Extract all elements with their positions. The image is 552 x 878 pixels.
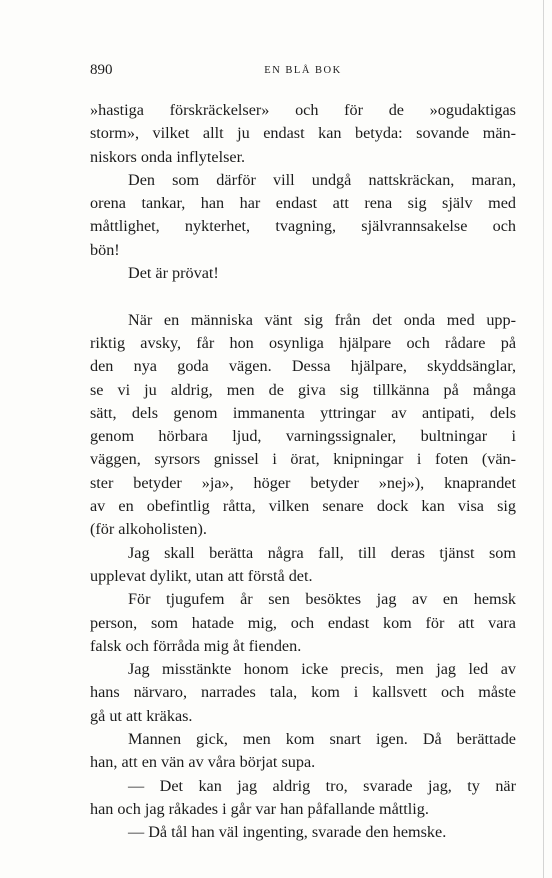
text-line: — Det kan jag aldrig tro, svarade jag, ty när xyxy=(128,776,516,795)
text-line: falsk och förråda mig åt fienden. xyxy=(90,636,302,655)
page-header xyxy=(90,62,516,84)
section-break xyxy=(90,285,516,308)
text-line: Jag misstänkte honom icke precis, men jag led av xyxy=(128,660,516,679)
text-line: »hastiga förskräckelser» och för de »ogudaktigas xyxy=(90,101,516,119)
text-line: När en människa vänt sig från det onda med upp- xyxy=(128,310,516,329)
running-head: EN BLÅ BOK xyxy=(264,65,342,76)
text-line: ster betyder »ja», höger betyder »nej»), knaprandet xyxy=(90,473,516,492)
text-line: storm», vilket allt ju endast kan betyda: sovande män- xyxy=(90,124,516,143)
text-line: väggen, syrsors gnissel i örat, knipningar i foten (vän- xyxy=(90,450,516,469)
body-text xyxy=(90,99,516,845)
text-line: han, att en vän av våra börjat supa. xyxy=(90,753,316,772)
text-line: gå ut att kräkas. xyxy=(90,706,193,725)
text-line: riktig avsky, får hon osynliga hjälpare och rådare på xyxy=(90,333,516,352)
text-line: hans närvaro, narrades tala, kom i kallsvett och måste xyxy=(90,683,516,702)
page-edge-shadow xyxy=(543,0,544,878)
text-line: han och jag råkades i går var han påfallande måttlig. xyxy=(90,799,429,818)
text-line: person, som hatade mig, och endast kom för att vara xyxy=(90,613,516,632)
text-line: den nya goda vägen. Dessa hjälpare, skyddsänglar, xyxy=(90,357,516,376)
text-line: av en obefintlig råtta, vilken senare dock kan visa sig xyxy=(90,497,516,516)
text-line: sätt, dels genom immanenta yttringar av antipati, dels xyxy=(90,403,516,422)
text-line: upplevat dylikt, utan att förstå det. xyxy=(90,566,313,585)
text-line: För tjugufem år sen besöktes jag av en hemsk xyxy=(128,590,516,609)
text-line: niskors onda inflytelser. xyxy=(90,147,246,166)
text-line: bön! xyxy=(90,240,120,259)
page-number: 890 xyxy=(90,62,113,78)
text-line: måttlighet, nykterhet, tvagning, självrannsakelse och xyxy=(90,217,516,236)
text-line: Mannen gick, men kom snart igen. Då berättade xyxy=(128,730,516,749)
text-line: genom hörbara ljud, varningssignaler, bultningar i xyxy=(90,427,516,446)
text-line: — Då tål han väl ingenting, svarade den hemske. xyxy=(128,823,447,842)
text-line: orena tankar, han har endast att rena sig själv med xyxy=(90,194,516,213)
text-line: se vi ju aldrig, men de giva sig tillkänna på många xyxy=(90,380,516,399)
text-line: Jag skall berätta några fall, till deras tjänst som xyxy=(128,543,516,562)
text-line: Den som därför vill undgå nattskräckan, maran, xyxy=(128,170,516,189)
text-line: (för alkoholisten). xyxy=(90,520,207,539)
text-line: Det är prövat! xyxy=(128,264,219,283)
